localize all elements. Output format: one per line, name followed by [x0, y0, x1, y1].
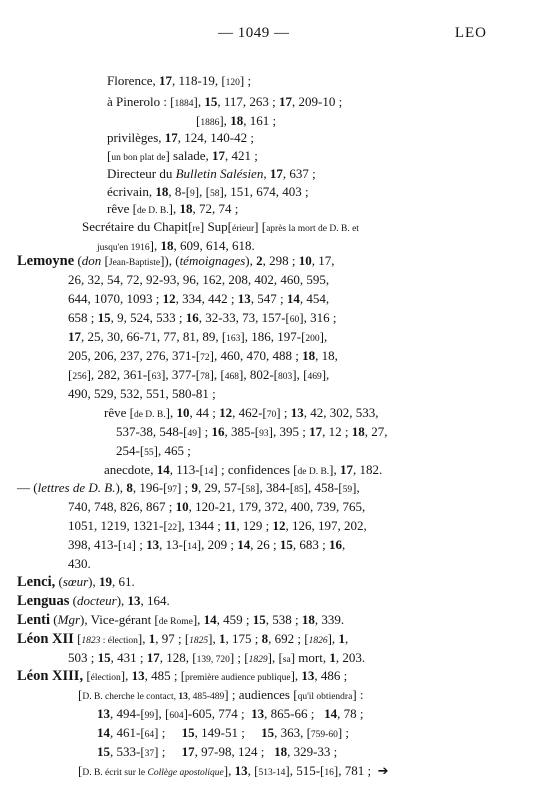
index-line: [1886], 18, 161 ; — [196, 113, 277, 128]
index-line: 14, 461-[64] ; 15, 149-51 ; 15, 363, [759-60] ; — [97, 725, 350, 740]
running-head: LEO — [454, 25, 487, 41]
page-number: — 1049 — — [218, 25, 290, 41]
index-line: écrivain, 18, 8-[9], [58], 151, 674, 403 ; — [107, 184, 309, 199]
index-line: anecdote, 14, 113-[14] ; confidences [de D. B.], 17, 182. — [104, 462, 383, 477]
index-line: Secrétaire du Chapit[re] Sup[érieur] [après la mort de D. B. et — [82, 219, 359, 234]
index-line: 254-[55], 465 ; — [116, 443, 191, 458]
index-line: Lenguas (docteur), 13, 164. — [17, 593, 170, 609]
index-line: 205, 206, 237, 276, 371-[72], 460, 470, 488 ; 18, 18, — [68, 348, 338, 363]
index-line: 740, 748, 826, 867 ; 10, 120-21, 179, 372, 400, 739, 765, — [68, 499, 366, 514]
index-line: [D. B. cherche le contact, 13, 485-489] ; audiences [qu'il obtiendra] : — [78, 687, 364, 702]
index-line: Lemoyne (don [Jean-Baptiste]), (témoignages), 2, 298 ; 10, 17, — [17, 253, 335, 269]
index-line: 430. — [68, 556, 91, 571]
index-line: à Pinerolo : [1884], 15, 117, 263 ; 17, 209-10 ; — [107, 94, 343, 109]
index-line: 658 ; 15, 9, 524, 533 ; 16, 32-33, 73, 157-[60], 316 ; — [68, 310, 337, 325]
index-line: [D. B. écrit sur le Collège apostolique], 13, [513-14], 515-[16], 781 ; ➔ — [78, 763, 389, 779]
index-line: Lenci, (sœur), 19, 61. — [17, 574, 135, 590]
index-line: privilèges, 17, 124, 140-42 ; — [107, 130, 254, 145]
index-line: 1051, 1219, 1321-[22], 1344 ; 11, 129 ; 12, 126, 197, 202, — [68, 518, 367, 533]
index-line: Directeur du Bulletin Salésien, 17, 637 ; — [107, 166, 316, 181]
index-line: [256], 282, 361-[63], 377-[78], [468], 802-[803], [469], — [68, 367, 330, 382]
index-line: 17, 25, 30, 66-71, 77, 81, 89, [163], 186, 197-[200], — [68, 329, 328, 344]
index-line: 503 ; 15, 431 ; 17, 128, [139, 720] ; [1829], [sa] mort, 1, 203. — [68, 650, 366, 665]
index-line: rêve [de D. B.], 18, 72, 74 ; — [107, 201, 239, 216]
index-line: 13, 494-[99], [604]-605, 774 ; 13, 865-66 ; 14, 78 ; — [97, 706, 364, 721]
index-line: 26, 32, 54, 72, 92-93, 96, 162, 208, 402, 460, 595, — [68, 272, 330, 287]
index-line: — (lettres de D. B.), 8, 196-[97] ; 9, 29, 57-[58], 384-[85], 458-[59], — [17, 480, 360, 495]
index-line: 537-38, 548-[49] ; 16, 385-[93], 395 ; 17, 12 ; 18, 27, — [116, 424, 388, 439]
index-line: jusqu'en 1916], 18, 609, 614, 618. — [97, 238, 255, 253]
index-line: rêve [de D. B.], 10, 44 ; 12, 462-[70] ; 13, 42, 302, 533, — [104, 405, 379, 420]
index-line: [un bon plat de] salade, 17, 421 ; — [107, 148, 258, 163]
index-line: Léon XIII, [élection], 13, 485 ; [première audience publique], 13, 486 ; — [17, 668, 348, 684]
index-line: 490, 529, 532, 551, 580-81 ; — [68, 386, 216, 401]
index-line: 15, 533-[37] ; 17, 97-98, 124 ; 18, 329-33 ; — [97, 744, 338, 759]
index-line: 644, 1070, 1093 ; 12, 334, 442 ; 13, 547 ; 14, 454, — [68, 291, 330, 306]
index-line: 398, 413-[14] ; 13, 13-[14], 209 ; 14, 26 ; 15, 683 ; 16, — [68, 537, 346, 552]
page-header — [0, 25, 533, 49]
index-line: Léon XII [1823 : élection], 1, 97 ; [1825], 1, 175 ; 8, 692 ; [1826], 1, — [17, 631, 349, 647]
index-line: Florence, 17, 118-19, [120] ; — [107, 73, 252, 88]
index-line: Lenti (Mgr), Vice-gérant [de Rome], 14, 459 ; 15, 538 ; 18, 339. — [17, 612, 345, 628]
